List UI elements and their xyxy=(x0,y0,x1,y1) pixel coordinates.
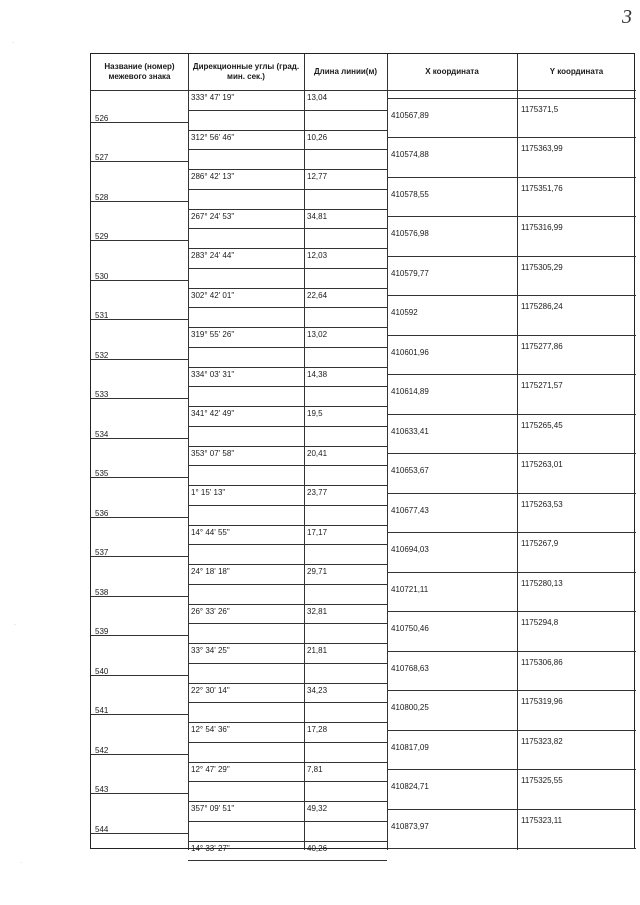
point-name: 532 xyxy=(95,350,109,360)
y-coordinate: 1175363,99 xyxy=(521,144,563,154)
row-divider xyxy=(387,177,636,178)
point-name: 543 xyxy=(95,785,109,795)
line-length: 19,5 xyxy=(307,409,323,418)
row-divider xyxy=(188,426,387,427)
y-coordinate: 1175325,55 xyxy=(521,776,563,786)
point-name: 528 xyxy=(95,192,109,202)
row-divider xyxy=(188,406,387,407)
row-divider xyxy=(387,572,636,573)
point-name: 544 xyxy=(95,824,109,834)
line-length: 13,02 xyxy=(307,330,328,339)
y-coordinate: 1175263,01 xyxy=(521,460,563,470)
y-coordinate: 1175263,53 xyxy=(521,499,563,509)
x-coordinate: 410601,96 xyxy=(391,347,429,357)
line-length: 29,71 xyxy=(307,567,328,576)
row-divider xyxy=(188,860,387,861)
row-divider xyxy=(387,256,636,257)
row-divider xyxy=(387,374,636,375)
row-divider xyxy=(188,367,387,368)
line-length: 14,38 xyxy=(307,369,328,379)
x-coordinate: 410824,71 xyxy=(391,782,429,792)
y-coordinate: 1175265,45 xyxy=(521,420,563,430)
header-line-length: Длина линии(м) xyxy=(313,67,378,76)
direction-angle: 312° 56' 46" xyxy=(191,132,235,142)
row-divider xyxy=(188,623,387,624)
row-divider xyxy=(387,651,636,652)
row-divider xyxy=(188,643,387,644)
direction-angle: 283° 24' 44" xyxy=(191,251,235,260)
row-divider xyxy=(188,248,387,249)
line-length: 10,26 xyxy=(307,132,328,142)
point-name: 539 xyxy=(95,627,109,637)
row-divider xyxy=(188,683,387,684)
y-coordinate: 1175371,5 xyxy=(521,104,559,114)
row-divider xyxy=(387,809,636,810)
row-divider xyxy=(387,335,636,336)
row-divider xyxy=(188,386,387,387)
row-divider xyxy=(387,493,636,494)
row-divider xyxy=(387,611,636,612)
row-divider xyxy=(188,209,387,210)
direction-angle: 1° 15' 13" xyxy=(191,488,226,497)
row-divider xyxy=(188,584,387,585)
row-divider xyxy=(188,446,387,447)
x-coordinate: 410592 xyxy=(391,308,418,318)
point-name: 535 xyxy=(95,469,109,479)
point-name: 536 xyxy=(95,508,109,518)
row-divider xyxy=(387,769,636,770)
x-coordinate: 410768,63 xyxy=(391,663,429,673)
point-name: 530 xyxy=(95,271,109,281)
row-divider xyxy=(188,307,387,308)
scan-speck: · xyxy=(20,860,22,866)
point-name: 540 xyxy=(95,666,109,676)
row-divider xyxy=(387,98,636,99)
coordinates-table xyxy=(90,53,635,853)
header-divider xyxy=(91,90,636,91)
x-coordinate: 410750,46 xyxy=(391,624,429,634)
row-divider xyxy=(188,742,387,743)
header-point-name: Название (номер) межевого знака xyxy=(104,62,175,81)
row-divider xyxy=(387,295,636,296)
y-coordinate: 1175351,76 xyxy=(521,183,563,193)
row-divider xyxy=(387,453,636,454)
line-length: 34,81 xyxy=(307,211,328,221)
header-direction-angle: Дирекционные углы (град. мин. сек.) xyxy=(192,62,300,81)
row-divider xyxy=(188,525,387,526)
row-divider xyxy=(387,137,636,138)
y-coordinate: 1175277,86 xyxy=(521,341,563,351)
scan-speck: · xyxy=(14,622,16,628)
x-coordinate: 410567,89 xyxy=(391,110,429,120)
y-coordinate: 1175323,11 xyxy=(521,815,563,825)
row-divider xyxy=(188,564,387,565)
page-number: 3 xyxy=(622,6,632,28)
direction-angle: 22° 30' 14" xyxy=(191,685,230,695)
row-divider xyxy=(188,347,387,348)
direction-angle: 319° 55' 26" xyxy=(191,330,235,339)
direction-angle: 357° 09' 51" xyxy=(191,804,235,813)
column-divider xyxy=(304,54,305,850)
row-divider xyxy=(387,848,636,849)
row-divider xyxy=(188,169,387,170)
row-divider xyxy=(188,288,387,289)
row-divider xyxy=(387,690,636,691)
row-divider xyxy=(188,149,387,150)
direction-angle: 334° 03' 31" xyxy=(191,369,235,379)
x-coordinate: 410579,77 xyxy=(391,268,429,278)
direction-angle: 267° 24' 53" xyxy=(191,211,235,221)
direction-angle: 14° 44' 55" xyxy=(191,527,230,537)
line-length: 17,17 xyxy=(307,527,328,537)
line-length: 12,77 xyxy=(307,172,328,181)
direction-angle: 33° 34' 25" xyxy=(191,646,230,655)
point-name: 529 xyxy=(95,232,109,242)
row-divider xyxy=(188,544,387,545)
line-length: 22,64 xyxy=(307,290,328,300)
row-divider xyxy=(188,268,387,269)
line-length: 7,81 xyxy=(307,764,323,774)
x-coordinate: 410576,98 xyxy=(391,229,429,239)
x-coordinate: 410873,97 xyxy=(391,821,429,831)
row-divider xyxy=(188,189,387,190)
direction-angle: 333° 47' 19" xyxy=(191,93,235,102)
point-name: 533 xyxy=(95,390,109,400)
row-divider xyxy=(188,702,387,703)
direction-angle: 353° 07' 58" xyxy=(191,448,235,458)
line-length: 32,81 xyxy=(307,606,328,616)
point-name: 537 xyxy=(95,548,109,558)
line-length: 12,03 xyxy=(307,251,328,260)
y-coordinate: 1175280,13 xyxy=(521,578,563,588)
y-coordinate: 1175319,96 xyxy=(521,697,563,707)
y-coordinate: 1175316,99 xyxy=(521,223,563,233)
line-length: 40,26 xyxy=(307,843,328,853)
scan-speck: · xyxy=(12,40,14,46)
direction-angle: 12° 54' 36" xyxy=(191,725,230,734)
row-divider xyxy=(188,722,387,723)
row-divider xyxy=(188,465,387,466)
x-coordinate: 410800,25 xyxy=(391,703,429,713)
row-divider xyxy=(188,781,387,782)
x-coordinate: 410614,89 xyxy=(391,387,429,397)
header-x-coordinate: X координата xyxy=(425,67,479,76)
point-name: 526 xyxy=(95,113,109,123)
row-divider xyxy=(188,841,387,842)
row-divider xyxy=(188,228,387,229)
row-divider xyxy=(188,604,387,605)
direction-angle: 302° 42' 01" xyxy=(191,290,235,300)
direction-angle: 14° 33' 27" xyxy=(191,843,230,853)
row-divider xyxy=(387,216,636,217)
row-divider xyxy=(188,130,387,131)
row-divider xyxy=(188,663,387,664)
row-divider xyxy=(188,821,387,822)
point-name: 541 xyxy=(95,706,109,716)
y-coordinate: 1175305,29 xyxy=(521,262,563,272)
y-coordinate: 1175267,9 xyxy=(521,539,559,549)
row-divider xyxy=(387,532,636,533)
row-divider xyxy=(188,762,387,763)
line-length: 20,41 xyxy=(307,448,328,458)
direction-angle: 12° 47' 29" xyxy=(191,764,230,774)
y-coordinate: 1175271,57 xyxy=(521,381,563,391)
direction-angle: 286° 42' 13" xyxy=(191,172,235,181)
y-coordinate: 1175306,86 xyxy=(521,657,563,667)
x-coordinate: 410694,03 xyxy=(391,545,429,555)
x-coordinate: 410817,09 xyxy=(391,742,429,752)
direction-angle: 24° 18' 18" xyxy=(191,567,230,576)
row-divider xyxy=(188,801,387,802)
y-coordinate: 1175323,82 xyxy=(521,736,563,746)
y-coordinate: 1175294,8 xyxy=(521,618,559,628)
x-coordinate: 410677,43 xyxy=(391,505,429,515)
x-coordinate: 410653,67 xyxy=(391,466,429,476)
row-divider xyxy=(387,414,636,415)
point-name: 527 xyxy=(95,153,109,163)
row-divider xyxy=(188,110,387,111)
row-divider xyxy=(188,327,387,328)
direction-angle: 341° 42' 49" xyxy=(191,409,235,418)
point-name: 534 xyxy=(95,429,109,439)
header-y-coordinate: Y координата xyxy=(549,67,604,76)
line-length: 17,28 xyxy=(307,725,328,734)
y-coordinate: 1175286,24 xyxy=(521,302,563,312)
row-divider xyxy=(188,485,387,486)
direction-angle: 26° 33' 26" xyxy=(191,606,230,616)
column-divider xyxy=(188,54,189,850)
line-length: 21,81 xyxy=(307,646,328,655)
line-length: 13,04 xyxy=(307,93,328,102)
x-coordinate: 410633,41 xyxy=(391,426,429,436)
point-name: 531 xyxy=(95,311,109,321)
row-divider xyxy=(188,505,387,506)
x-coordinate: 410574,88 xyxy=(391,150,429,160)
x-coordinate: 410578,55 xyxy=(391,189,429,199)
point-name: 542 xyxy=(95,745,109,755)
row-divider xyxy=(387,730,636,731)
point-name: 538 xyxy=(95,587,109,597)
x-coordinate: 410721,11 xyxy=(391,584,429,594)
line-length: 49,32 xyxy=(307,804,328,813)
line-length: 34,23 xyxy=(307,685,328,695)
line-length: 23,77 xyxy=(307,488,328,497)
